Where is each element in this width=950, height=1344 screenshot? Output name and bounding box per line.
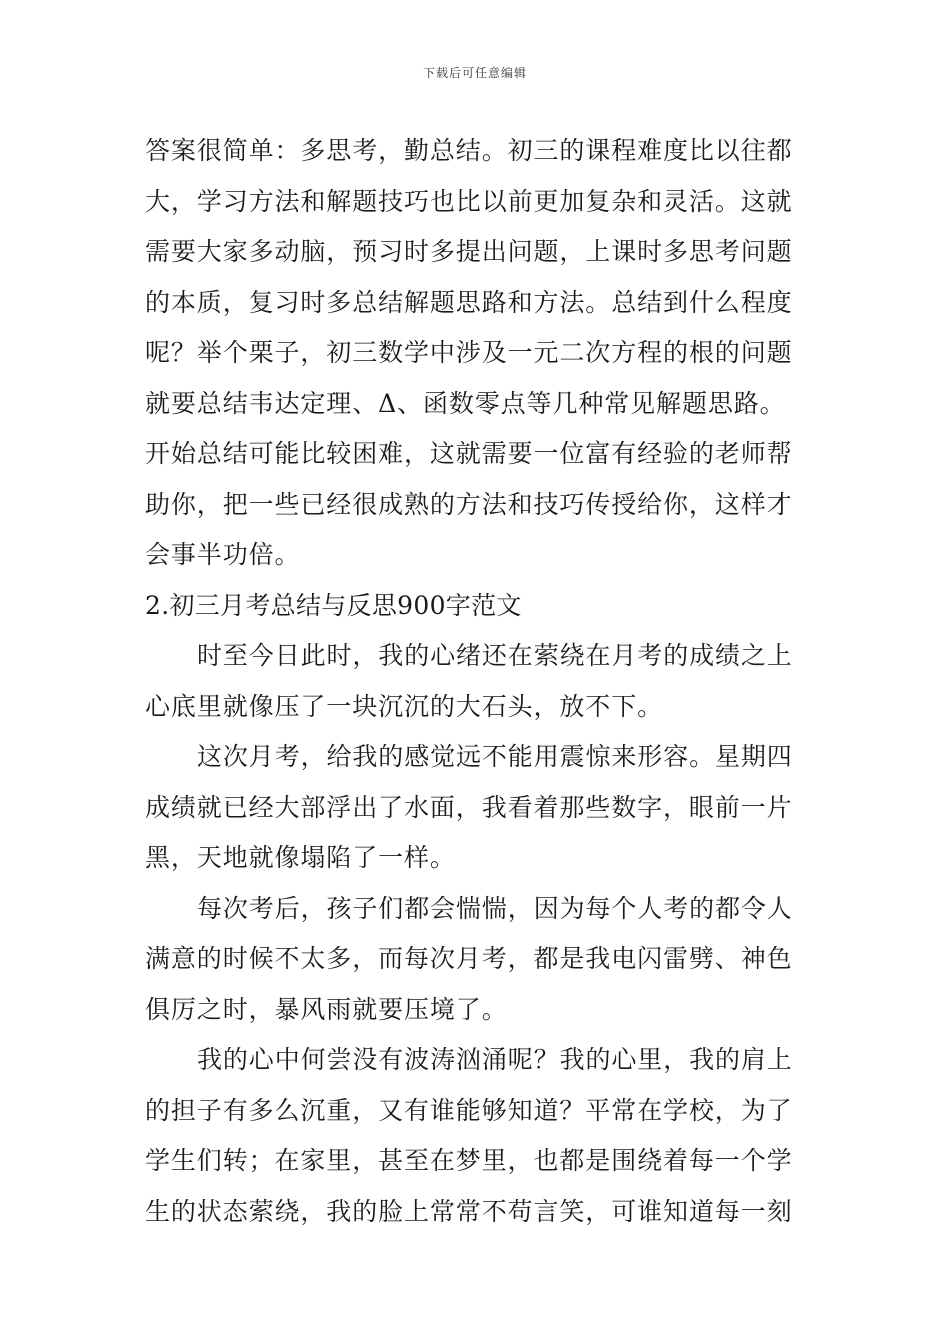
paragraph — [145, 884, 810, 1036]
section-heading — [145, 581, 810, 632]
paragraph — [145, 631, 810, 732]
text-line: 俱厉之时，暴风雨就要压境了。 — [145, 994, 508, 1024]
text-line: 呢？举个栗子，初三数学中涉及一元二次方程的根的问题 — [145, 338, 793, 367]
text-line: 学生们转；在家里，甚至在梦里，也都是围绕着每一个学 — [145, 1146, 793, 1175]
text-line: 心底里就像压了一块沉沉的大石头，放不下。 — [145, 691, 664, 721]
page-header: 下载后可任意编辑 — [422, 66, 527, 80]
text-line: 答案很简单：多思考，勤总结。初三的课程难度比以往都 — [145, 136, 793, 165]
text-line: 大，学习方法和解题技巧也比以前更加复杂和灵活。这就 — [145, 186, 793, 216]
text-line: 成绩就已经大部浮出了水面，我看着那些数字，眼前一片 — [145, 792, 793, 822]
text-line: 需要大家多动脑，预习时多提出问题，上课时多思考问题 — [145, 237, 793, 266]
text-line: 时至今日此时，我的心绪还在萦绕在月考的成绩之上 — [197, 641, 793, 670]
text-line: 的担子有多么沉重，又有谁能够知道？平常在学校，为了 — [145, 1095, 793, 1125]
paragraph — [145, 732, 810, 884]
text-line: 助你，把一些已经很成熟的方法和技巧传授给你，这样才 — [145, 489, 793, 519]
text-line: 的本质，复习时多总结解题思路和方法。总结到什么程度 — [145, 287, 793, 317]
heading-line: 2.初三月考总结与反思900字范文 — [145, 590, 522, 620]
text-line: 生的状态萦绕，我的脸上常常不苟言笑，可谁知道每一刻 — [145, 1196, 793, 1226]
text-line: 每次考后，孩子们都会惴惴，因为每个人考的都令人 — [197, 893, 793, 923]
text-line: 满意的时候不太多，而每次月考，都是我电闪雷劈、神色 — [145, 944, 793, 973]
document-body — [145, 126, 810, 1237]
text-line: 这次月考，给我的感觉远不能用震惊来形容。星期四 — [197, 742, 793, 771]
text-line: 黑，天地就像塌陷了一样。 — [145, 843, 456, 872]
text-line: 会事半功倍。 — [145, 540, 301, 569]
text-line: 就要总结韦达定理、Δ、函数零点等几种常见解题思路。 — [145, 388, 786, 418]
text-line: 开始总结可能比较困难，这就需要一位富有经验的老师帮 — [145, 439, 793, 468]
paragraph — [145, 1035, 810, 1237]
text-line: 我的心中何尝没有波涛汹涌呢？我的心里，我的肩上 — [197, 1045, 793, 1074]
paragraph — [145, 126, 810, 581]
